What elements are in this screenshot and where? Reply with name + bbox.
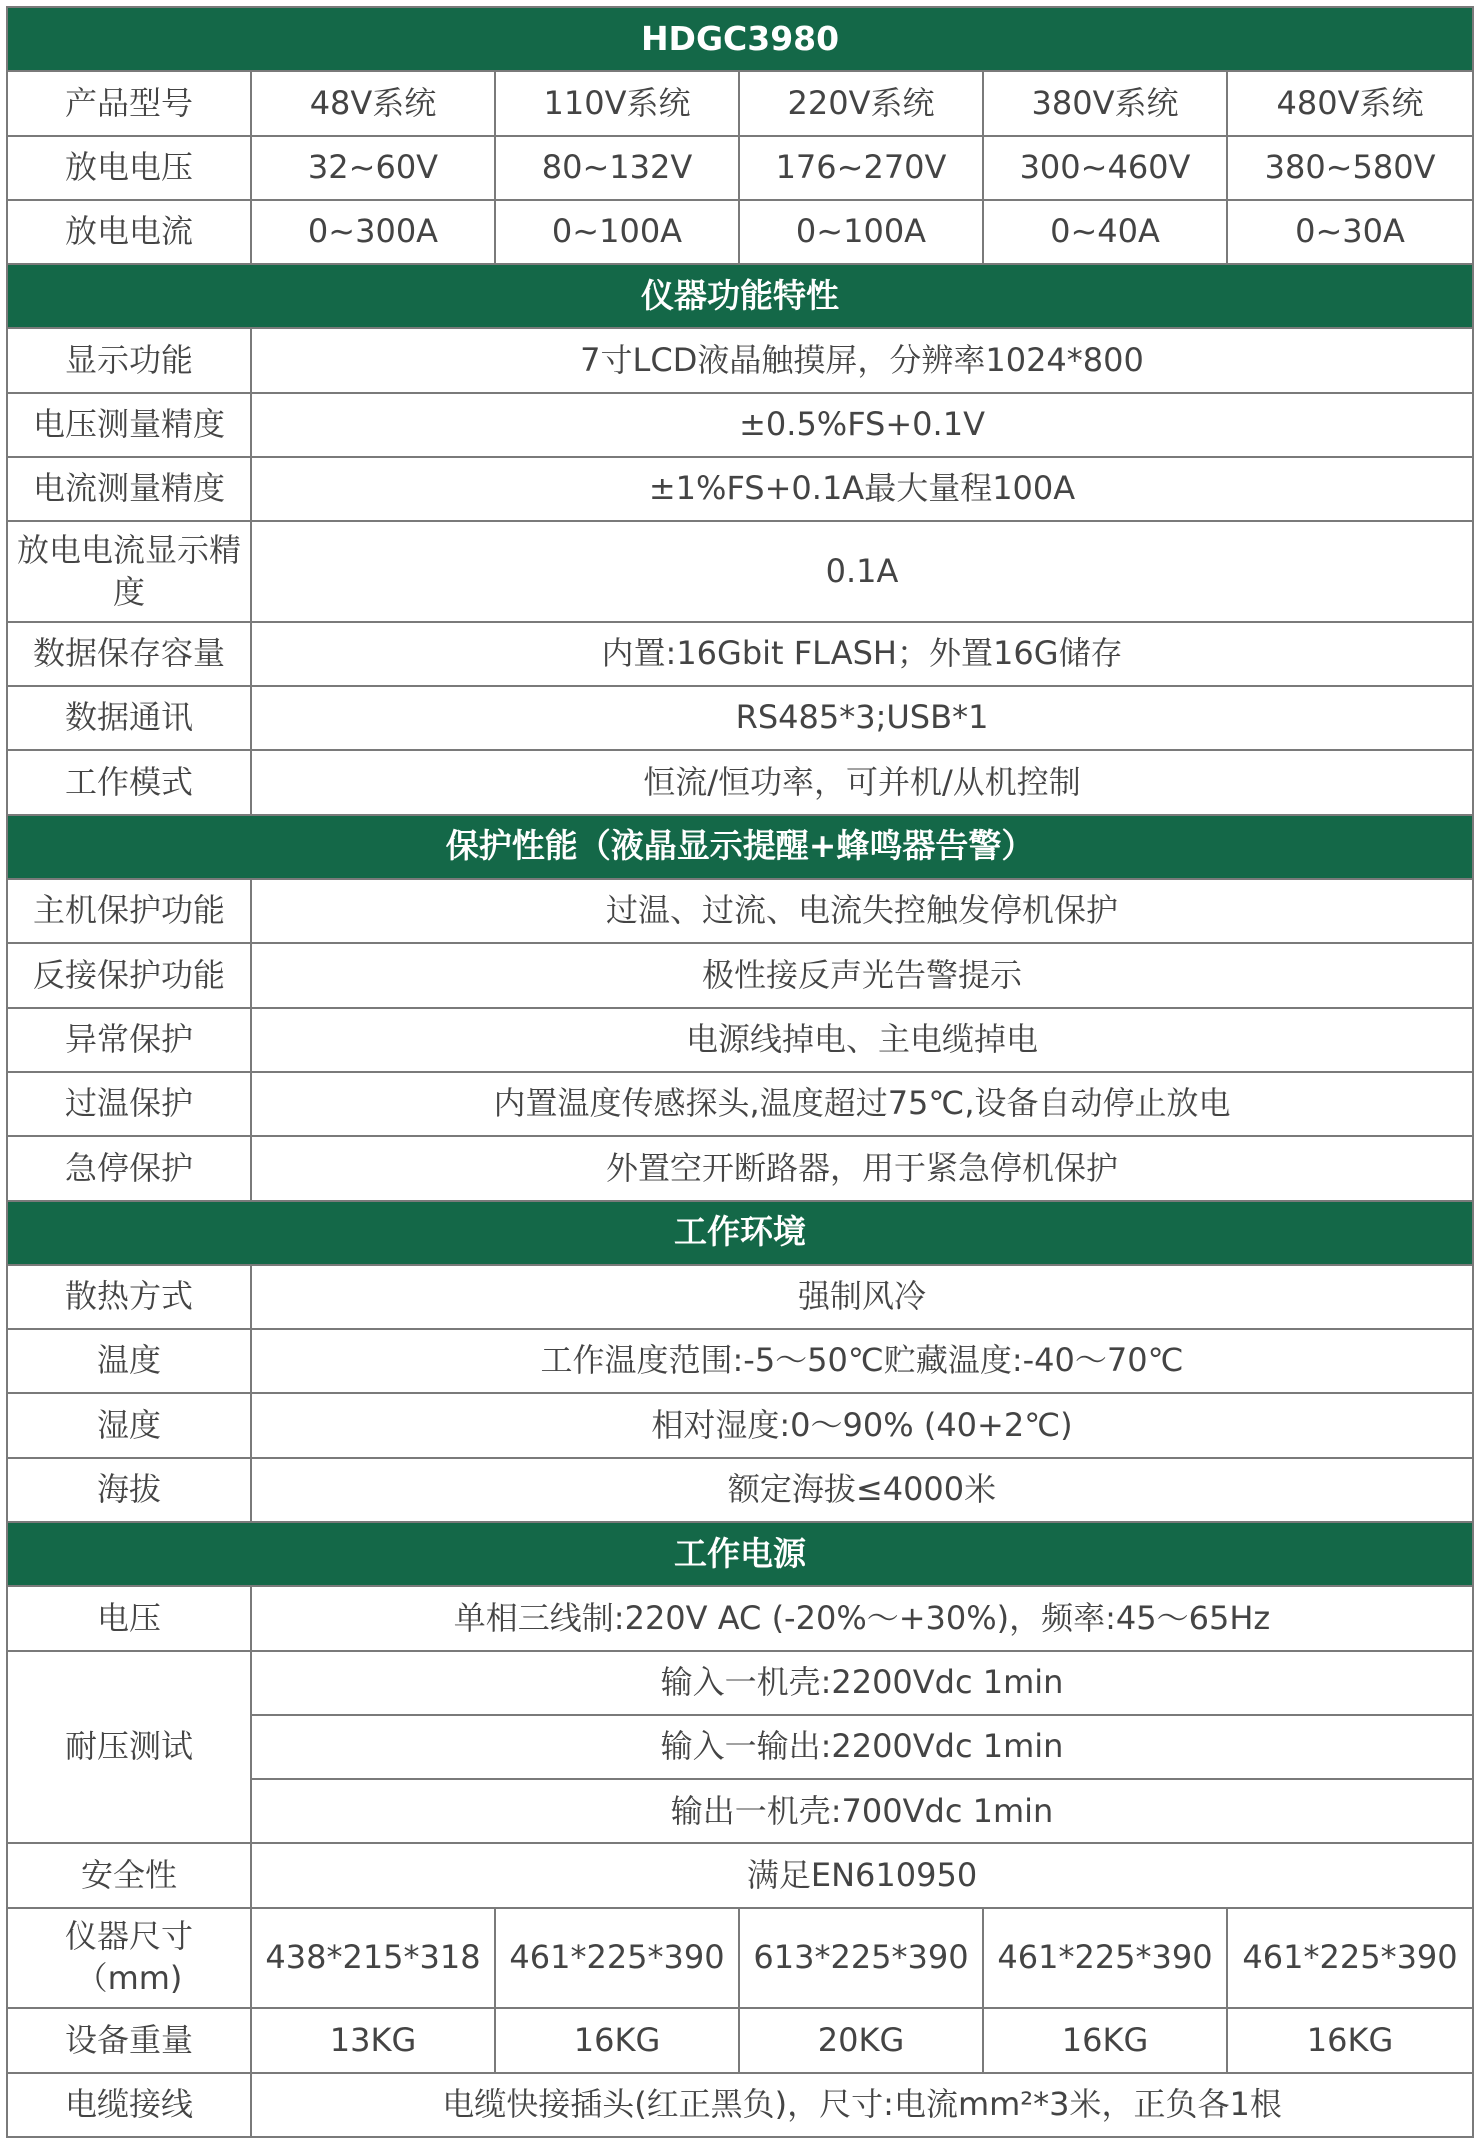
- table-row-cable: [7, 2073, 1473, 2137]
- spec-table: [6, 6, 1474, 2138]
- table-cell: 461*225*390: [983, 1908, 1227, 2008]
- row-label: 温度: [7, 1329, 251, 1393]
- table-row: [7, 1329, 1473, 1393]
- row-value: RS485*3;USB*1: [251, 686, 1473, 750]
- row-label: 工作模式: [7, 750, 251, 814]
- row-label: 放电电压: [7, 136, 251, 200]
- model-title: HDGC3980: [7, 7, 1473, 71]
- table-cell: 176~270V: [739, 136, 983, 200]
- table-cell: 438*215*318: [251, 1908, 495, 2008]
- table-cell: 0~100A: [739, 200, 983, 264]
- row-label: 仪器尺寸（mm): [7, 1908, 251, 2008]
- table-row-withstand: [7, 1651, 1473, 1715]
- section-title: 仪器功能特性: [7, 264, 1473, 328]
- row-value: 输入一机壳:2200Vdc 1min: [251, 1651, 1473, 1715]
- row-label: 数据保存容量: [7, 622, 251, 686]
- row-label: 电缆接线: [7, 2073, 251, 2137]
- table-cell: 20KG: [739, 2008, 983, 2072]
- table-row: [7, 750, 1473, 814]
- row-label: 海拔: [7, 1458, 251, 1522]
- row-value: 过温、过流、电流失控触发停机保护: [251, 879, 1473, 943]
- table-row-safety: [7, 1843, 1473, 1907]
- row-label: 耐压测试: [7, 1651, 251, 1844]
- section-header-environment: [7, 1201, 1473, 1265]
- table-row-power-voltage: [7, 1586, 1473, 1650]
- table-cell: 32~60V: [251, 136, 495, 200]
- row-value: 强制风冷: [251, 1265, 1473, 1329]
- table-cell: 110V系统: [495, 71, 739, 135]
- row-value: 单相三线制:220V AC (-20%～+30%)，频率:45～65Hz: [251, 1586, 1473, 1650]
- table-row: [7, 686, 1473, 750]
- row-label: 主机保护功能: [7, 879, 251, 943]
- row-value: ±1%FS+0.1A最大量程100A: [251, 457, 1473, 521]
- table-cell: 0~40A: [983, 200, 1227, 264]
- section-title: 工作电源: [7, 1522, 1473, 1586]
- section-title: 工作环境: [7, 1201, 1473, 1265]
- model-header-row: [7, 7, 1473, 71]
- table-row-voltage: [7, 136, 1473, 200]
- row-value: 电源线掉电、主电缆掉电: [251, 1008, 1473, 1072]
- row-label: 安全性: [7, 1843, 251, 1907]
- table-row: [7, 1136, 1473, 1200]
- table-cell: 16KG: [495, 2008, 739, 2072]
- row-label: 急停保护: [7, 1136, 251, 1200]
- table-cell: 380V系统: [983, 71, 1227, 135]
- row-label: 设备重量: [7, 2008, 251, 2072]
- table-row: [7, 457, 1473, 521]
- table-cell: 13KG: [251, 2008, 495, 2072]
- row-label: 显示功能: [7, 328, 251, 392]
- table-row: [7, 943, 1473, 1007]
- table-row: [7, 521, 1473, 621]
- table-cell: 300~460V: [983, 136, 1227, 200]
- table-row-weight: [7, 2008, 1473, 2072]
- section-title: 保护性能（液晶显示提醒+蜂鸣器告警）: [7, 815, 1473, 879]
- row-label: 放电电流显示精度: [7, 521, 251, 621]
- row-value: 外置空开断路器，用于紧急停机保护: [251, 1136, 1473, 1200]
- table-row: [7, 1458, 1473, 1522]
- row-value: ±0.5%FS+0.1V: [251, 393, 1473, 457]
- row-label: 散热方式: [7, 1265, 251, 1329]
- row-label: 产品型号: [7, 71, 251, 135]
- row-value: 额定海拔≤4000米: [251, 1458, 1473, 1522]
- table-cell: 16KG: [983, 2008, 1227, 2072]
- table-row: [7, 393, 1473, 457]
- table-row: [7, 328, 1473, 392]
- row-value: 满足EN610950: [251, 1843, 1473, 1907]
- table-cell: 0~300A: [251, 200, 495, 264]
- table-cell: 220V系统: [739, 71, 983, 135]
- row-value: 相对湿度:0～90% (40+2℃): [251, 1393, 1473, 1457]
- row-label: 异常保护: [7, 1008, 251, 1072]
- table-cell: 0~100A: [495, 200, 739, 264]
- row-value: 极性接反声光告警提示: [251, 943, 1473, 1007]
- table-cell: 480V系统: [1227, 71, 1473, 135]
- row-label: 过温保护: [7, 1072, 251, 1136]
- table-row: [7, 1072, 1473, 1136]
- table-cell: 380~580V: [1227, 136, 1473, 200]
- table-row: [7, 1393, 1473, 1457]
- table-row-current: [7, 200, 1473, 264]
- row-value: 工作温度范围:-5～50℃贮藏温度:-40～70℃: [251, 1329, 1473, 1393]
- row-label: 湿度: [7, 1393, 251, 1457]
- table-cell: 80~132V: [495, 136, 739, 200]
- table-cell: 461*225*390: [495, 1908, 739, 2008]
- table-row-dimensions: [7, 1908, 1473, 2008]
- row-value: 输出一机壳:700Vdc 1min: [251, 1779, 1473, 1843]
- table-cell: 461*225*390: [1227, 1908, 1473, 2008]
- table-row: [7, 1265, 1473, 1329]
- table-row: [7, 1008, 1473, 1072]
- row-value: 7寸LCD液晶触摸屏，分辨率1024*800: [251, 328, 1473, 392]
- row-label: 反接保护功能: [7, 943, 251, 1007]
- row-label: 放电电流: [7, 200, 251, 264]
- row-value: 电缆快接插头(红正黑负)，尺寸:电流mm²*3米，正负各1根: [251, 2073, 1473, 2137]
- row-value: 内置温度传感探头,温度超过75℃,设备自动停止放电: [251, 1072, 1473, 1136]
- table-cell: 613*225*390: [739, 1908, 983, 2008]
- row-label: 电压测量精度: [7, 393, 251, 457]
- row-value: 0.1A: [251, 521, 1473, 621]
- section-header-protection: [7, 815, 1473, 879]
- row-value: 输入一输出:2200Vdc 1min: [251, 1715, 1473, 1779]
- table-cell: 48V系统: [251, 71, 495, 135]
- section-header-features: [7, 264, 1473, 328]
- table-cell: 16KG: [1227, 2008, 1473, 2072]
- table-cell: 0~30A: [1227, 200, 1473, 264]
- row-value: 内置:16Gbit FLASH；外置16G储存: [251, 622, 1473, 686]
- section-header-power: [7, 1522, 1473, 1586]
- table-row: [7, 622, 1473, 686]
- row-value: 恒流/恒功率，可并机/从机控制: [251, 750, 1473, 814]
- row-label: 电流测量精度: [7, 457, 251, 521]
- row-label: 电压: [7, 1586, 251, 1650]
- table-row: [7, 879, 1473, 943]
- row-label: 数据通讯: [7, 686, 251, 750]
- table-row-systems: [7, 71, 1473, 135]
